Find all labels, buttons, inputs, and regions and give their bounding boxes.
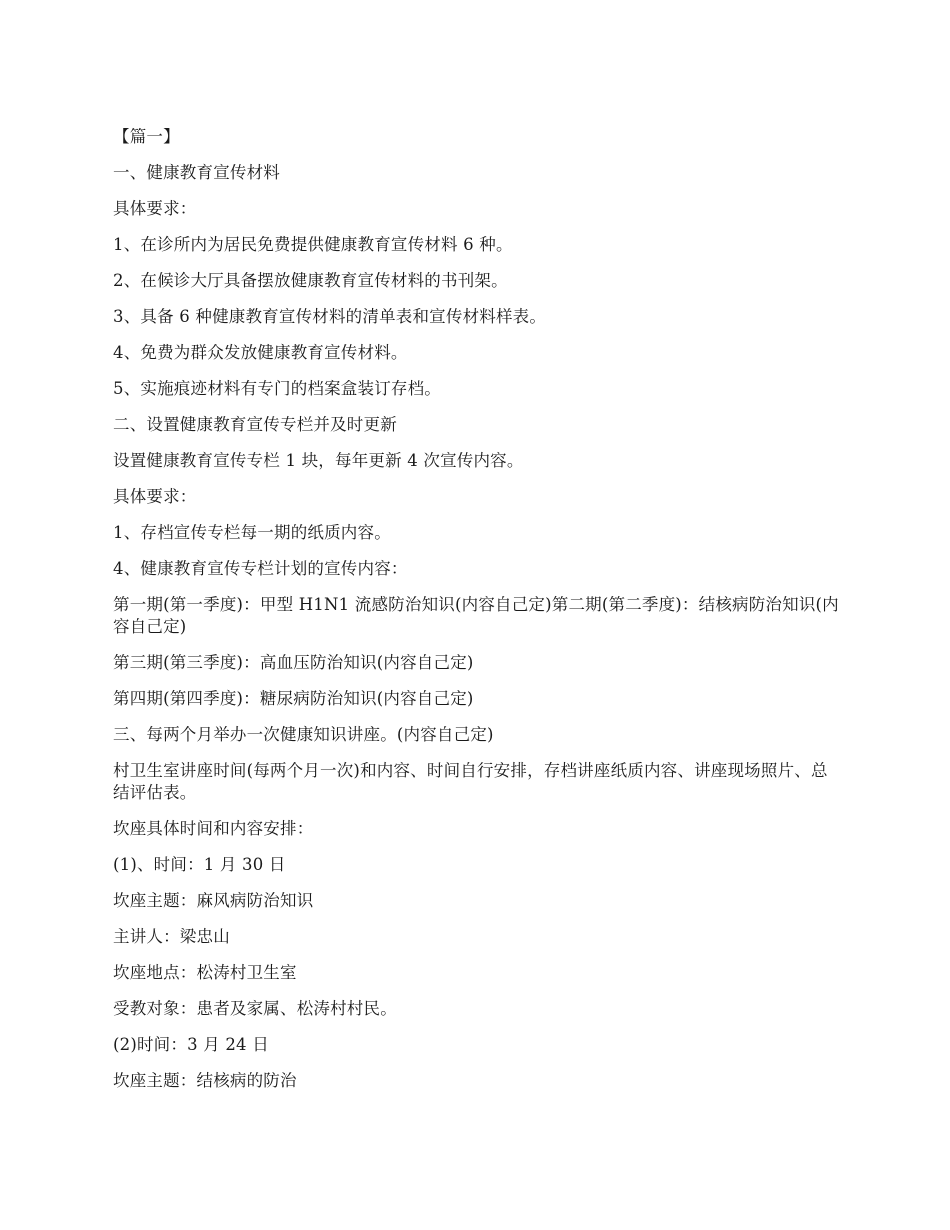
lecture-speaker: 主讲人：梁忠山 (113, 927, 230, 946)
lecture-topic: 坎座主题：麻风病防治知识 (113, 891, 314, 910)
requirements-label: 具体要求： (113, 199, 197, 218)
lecture-time: (2)时间：3 月 24 日 (113, 1035, 269, 1054)
requirement-item: 1、在诊所内为居民免费提供健康教育宣传材料 6 种。 (113, 235, 513, 254)
lecture-location: 坎座地点：松涛村卫生室 (113, 963, 297, 982)
requirement-item: 1、存档宣传专栏每一期的纸质内容。 (113, 523, 391, 542)
requirement-item: 4、免费为群众发放健康教育宣传材料。 (113, 343, 408, 362)
heading-health-materials: 一、健康教育宣传材料 (113, 163, 280, 182)
requirement-item: 4、健康教育宣传专栏计划的宣传内容： (113, 559, 408, 578)
lecture-schedule-label: 坎座具体时间和内容安排： (113, 819, 314, 838)
lecture-topic: 坎座主题：结核病的防治 (113, 1071, 297, 1090)
heading-lectures: 三、每两个月举办一次健康知识讲座。(内容自己定) (113, 725, 494, 744)
lecture-time: (1)、时间：1 月 30 日 (113, 855, 286, 874)
lecture-description: 村卫生室讲座时间(每两个月一次)和内容、时间自行安排，存档讲座纸质内容、讲座现场照片、总结评估表。 (113, 761, 828, 802)
issue-plan-item: 第一期(第一季度)：甲型 H1N1 流感防治知识(内容自己定)第二期(第二季度)：结核病防治知识(内容自己定) (113, 595, 839, 636)
requirement-item: 5、实施痕迹材料有专门的档案盒装订存档。 (113, 379, 441, 398)
requirement-item: 3、具备 6 种健康教育宣传材料的清单表和宣传材料样表。 (113, 307, 547, 326)
issue-plan-item: 第四期(第四季度)：糖尿病防治知识(内容自己定) (113, 689, 474, 708)
requirements-label: 具体要求： (113, 487, 197, 506)
document-body (113, 126, 843, 1106)
issue-plan-item: 第三期(第三季度)：高血压防治知识(内容自己定) (113, 653, 474, 672)
heading-bulletin-board: 二、设置健康教育宣传专栏并及时更新 (113, 415, 397, 434)
requirement-item: 2、在候诊大厅具备摆放健康教育宣传材料的书刊架。 (113, 271, 508, 290)
section-heading: 【篇一】 (113, 127, 180, 146)
bulletin-description: 设置健康教育宣传专栏 1 块，每年更新 4 次宣传内容。 (113, 451, 524, 470)
lecture-audience: 受教对象：患者及家属、松涛村村民。 (113, 999, 397, 1018)
